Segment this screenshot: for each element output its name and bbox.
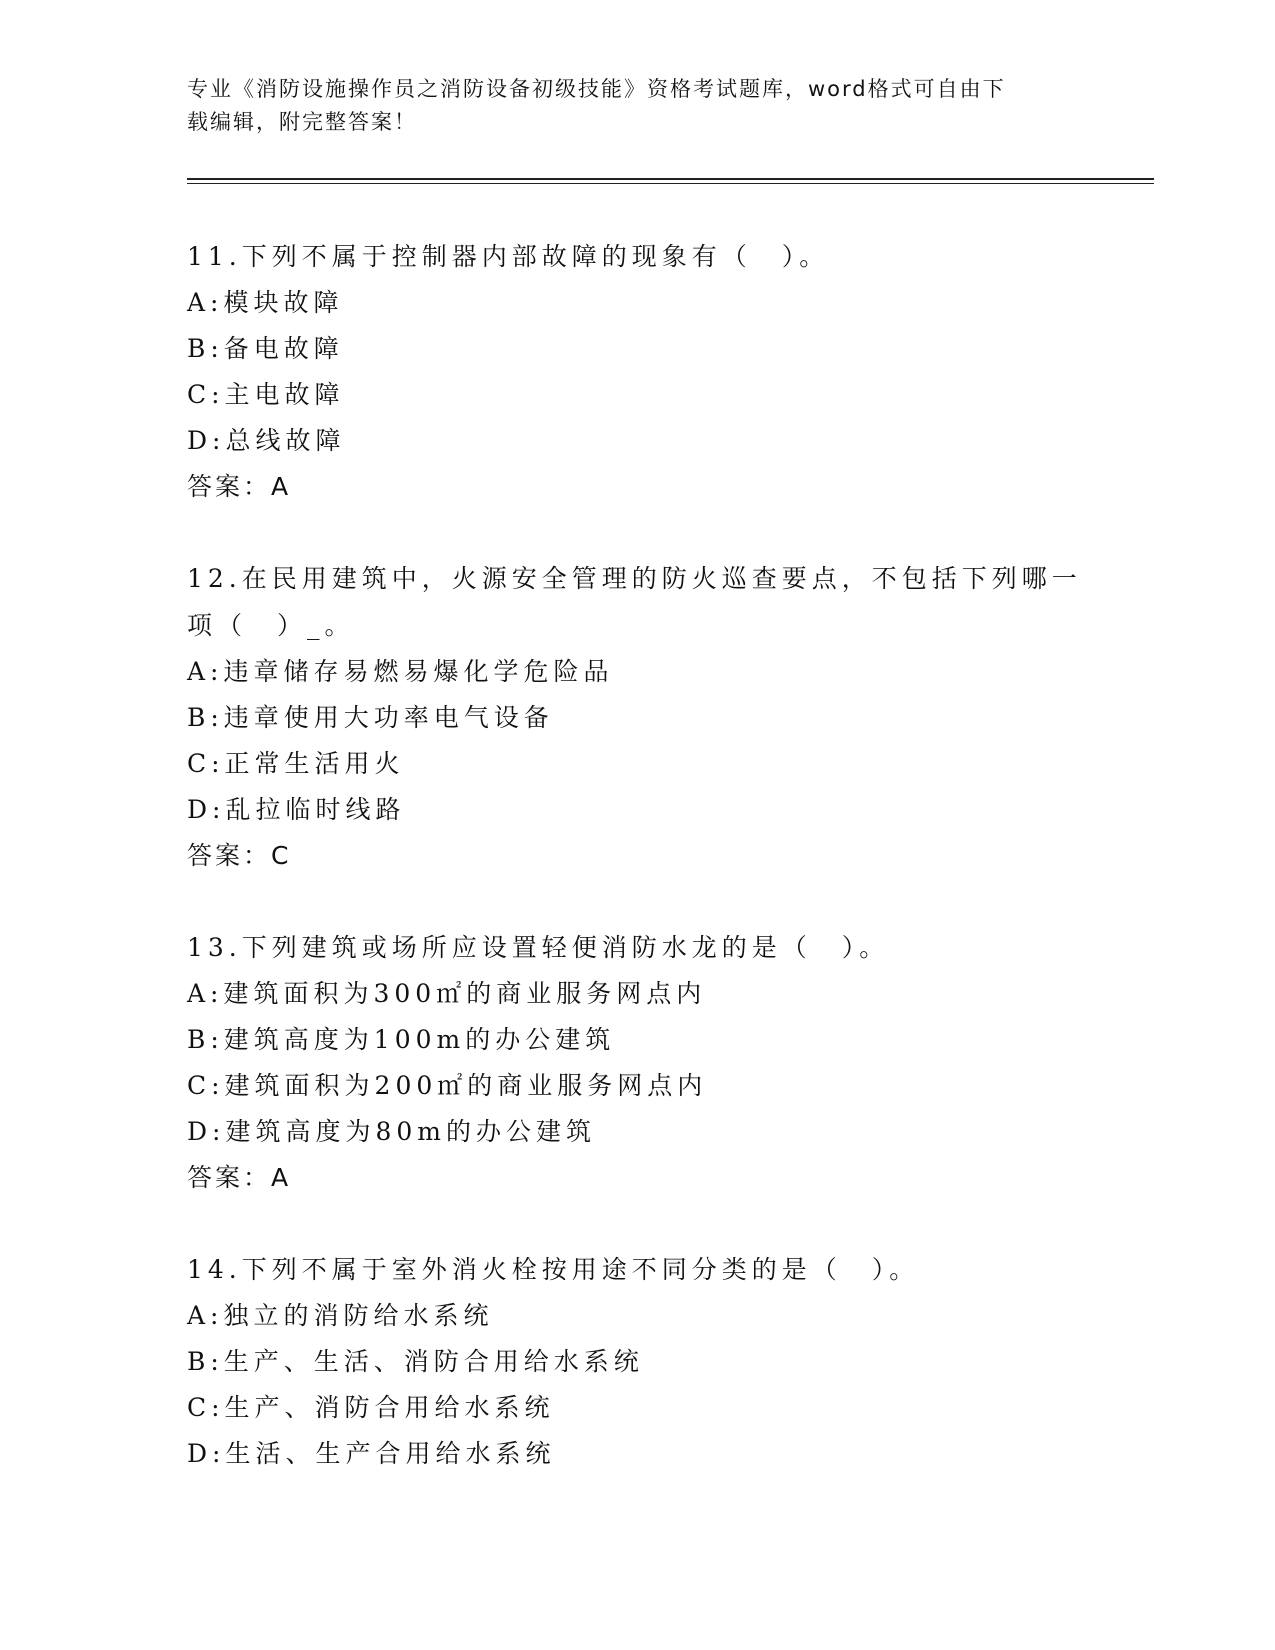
option-c: C:正常生活用火 — [187, 749, 405, 778]
question-13 — [187, 924, 1087, 1201]
question-stem: 11.下列不属于控制器内部故障的现象有（ ）。 — [187, 242, 830, 271]
header-rule-thick — [187, 178, 1154, 180]
answer-line: 答案：C — [187, 841, 292, 870]
option-b: B:备电故障 — [187, 334, 344, 363]
answer-line: 答案：A — [187, 1163, 292, 1192]
option-b: B:生产、生活、消防合用给水系统 — [187, 1347, 644, 1376]
question-14 — [187, 1246, 1087, 1477]
document-header — [187, 73, 1087, 139]
option-c: C:建筑面积为200㎡的商业服务网点内 — [187, 1071, 708, 1100]
question-stem: 13.下列建筑或场所应设置轻便消防水龙的是（ ）。 — [187, 933, 890, 962]
option-d: D:生活、生产合用给水系统 — [187, 1439, 556, 1468]
header-line-1: 专业《消防设施操作员之消防设备初级技能》资格考试题库，word格式可自由下 — [187, 77, 1006, 101]
answer-line: 答案：A — [187, 472, 292, 501]
question-12 — [187, 555, 1087, 879]
option-b: B:违章使用大功率电气设备 — [187, 703, 554, 732]
question-11 — [187, 233, 1087, 510]
question-list — [187, 233, 1087, 1522]
header-rule-thin — [187, 183, 1154, 184]
option-b: B:建筑高度为100m的办公建筑 — [187, 1025, 616, 1054]
question-stem: 14.下列不属于室外消火栓按用途不同分类的是（ ）。 — [187, 1255, 920, 1284]
option-c: C:主电故障 — [187, 380, 345, 409]
option-a: A:独立的消防给水系统 — [187, 1301, 494, 1330]
option-d: D:总线故障 — [187, 426, 346, 455]
option-a: A:违章储存易燃易爆化学危险品 — [187, 657, 614, 686]
question-stem: 12.在民用建筑中，火源安全管理的防火巡查要点，不包括下列哪一项（ ）_。 — [187, 564, 1082, 640]
option-c: C:生产、消防合用给水系统 — [187, 1393, 555, 1422]
option-a: A:模块故障 — [187, 288, 344, 317]
option-a: A:建筑面积为300㎡的商业服务网点内 — [187, 979, 707, 1008]
option-d: D:乱拉临时线路 — [187, 795, 406, 824]
header-line-2: 载编辑，附完整答案！ — [187, 110, 417, 134]
option-d: D:建筑高度为80m的办公建筑 — [187, 1117, 596, 1146]
